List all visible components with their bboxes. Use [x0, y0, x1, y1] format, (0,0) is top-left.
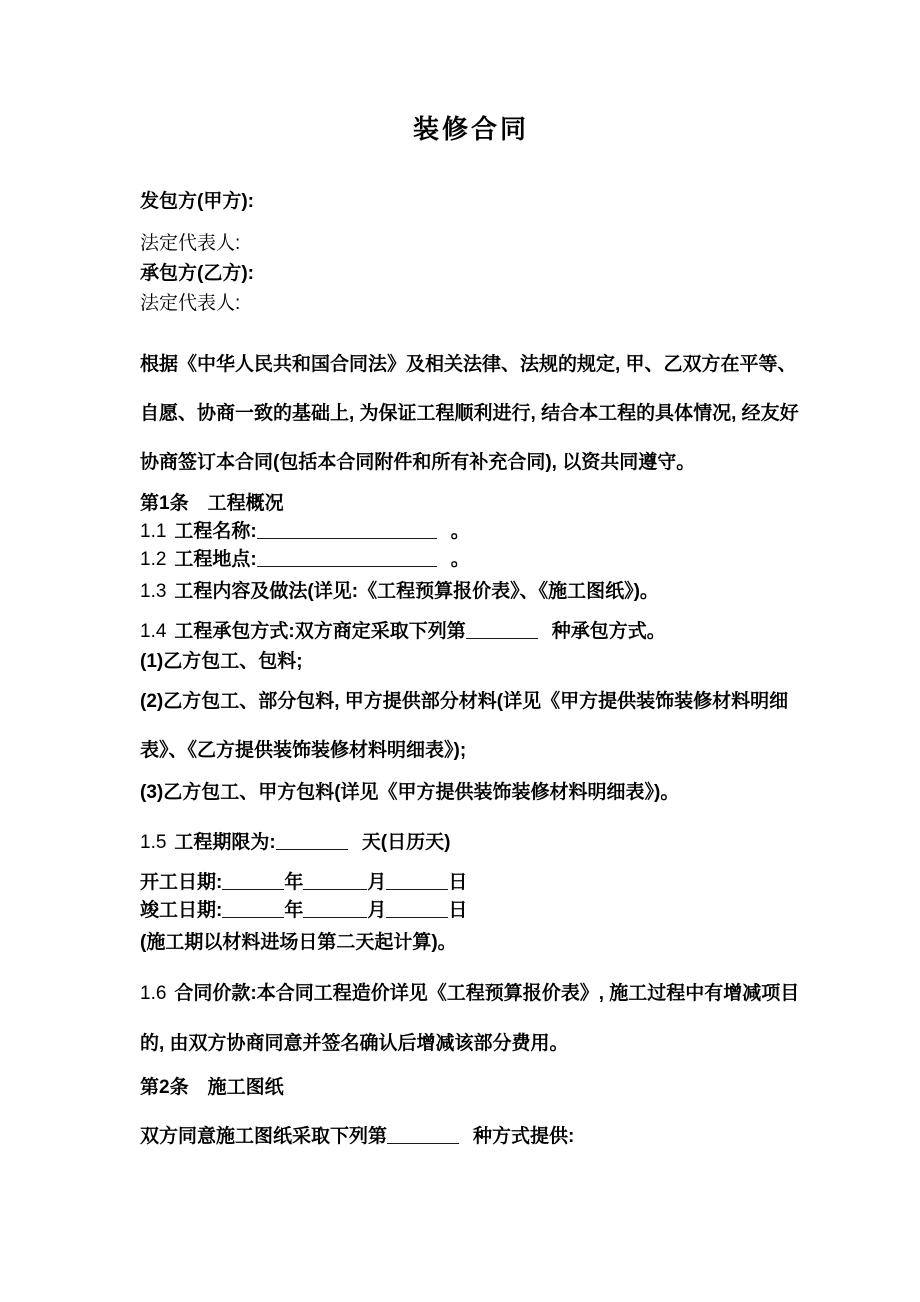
clause-1-2-number: 1.2 — [140, 549, 167, 570]
start-year-unit: 年 — [284, 872, 304, 893]
contract-mode-option-1: (1)乙方包工、包料; — [140, 651, 303, 672]
clause-1-6 — [140, 969, 802, 1069]
article2-intro-prefix: 双方同意施工图纸采取下列第 — [140, 1126, 388, 1147]
clause-1-1 — [140, 518, 802, 546]
start-day-blank — [386, 873, 448, 890]
end-month-unit: 月 — [367, 900, 387, 921]
end-year-blank — [222, 901, 284, 918]
clause-1-1-label: 工程名称: — [174, 521, 257, 542]
article2-intro-line — [140, 1123, 802, 1151]
end-day-unit: 日 — [448, 900, 468, 921]
party-b-legal-rep-label: 法定代表人: — [140, 293, 241, 314]
clause-1-1-suffix: 。 — [450, 521, 470, 542]
clause-1-3-text: 工程内容及做法(详见:《工程预算报价表》、《施工图纸》)。 — [174, 581, 659, 602]
start-date-label: 开工日期: — [140, 872, 223, 893]
clause-1-6-text: 合同价款:本合同工程造价详见《工程预算报价表》, 施工过程中有增减项目的, 由双方协商同意并签名确认后增减该部分费用。 — [140, 983, 800, 1054]
end-year-unit: 年 — [284, 900, 304, 921]
clause-1-4-suffix: 种承包方式。 — [551, 621, 666, 642]
preamble-paragraph: 根据《中华人民共和国合同法》及相关法律、法规的规定, 甲、乙双方在平等、自愿、协商一致的基础上, 为保证工程顺利进行, 结合本工程的具体情况, 经友好协商签订本合同(包括本合同附件和所有补充合同), 以资共同遵守。 — [140, 354, 799, 473]
clause-1-4 — [140, 618, 802, 646]
construction-period-note: (施工期以材料进场日第二天起计算)。 — [140, 932, 457, 953]
article2-intro-suffix: 种方式提供: — [473, 1126, 575, 1147]
clause-1-3 — [140, 578, 802, 606]
project-name-blank — [257, 522, 437, 539]
end-date-line — [140, 897, 802, 925]
clause-1-3-number: 1.3 — [140, 581, 167, 602]
clause-1-2-label: 工程地点: — [174, 549, 257, 570]
clause-1-6-number: 1.6 — [140, 983, 167, 1004]
clause-1-4-label: 工程承包方式:双方商定采取下列第 — [174, 621, 466, 642]
end-month-blank — [303, 901, 367, 918]
project-address-blank — [257, 550, 437, 567]
end-date-label: 竣工日期: — [140, 900, 223, 921]
clause-1-5-suffix: 天(日历天) — [361, 832, 451, 853]
start-date-line — [140, 869, 802, 897]
clause-1-2 — [140, 546, 802, 574]
start-month-unit: 月 — [367, 872, 387, 893]
clause-1-5-label: 工程期限为: — [174, 832, 276, 853]
duration-days-blank — [276, 833, 348, 850]
party-a-legal-rep-label: 法定代表人: — [140, 233, 241, 254]
article1-heading: 第1条 工程概况 — [140, 493, 284, 514]
end-day-blank — [386, 901, 448, 918]
drawing-mode-blank — [387, 1127, 459, 1144]
clause-1-5-number: 1.5 — [140, 832, 167, 853]
clause-1-2-suffix: 。 — [450, 549, 470, 570]
contract-mode-option-2: (2)乙方包工、部分包料, 甲方提供部分材料(详见《甲方提供装饰装修材料明细表》、《乙方提供装饰装修材料明细表》); — [140, 691, 789, 761]
doc-title: 装修合同 — [412, 114, 529, 144]
clause-1-4-number: 1.4 — [140, 621, 167, 642]
contract-mode-blank — [466, 622, 538, 639]
party-b-label: 承包方(乙方): — [140, 263, 254, 284]
article2-heading: 第2条 施工图纸 — [140, 1077, 284, 1098]
start-year-blank — [222, 873, 284, 890]
start-day-unit: 日 — [448, 872, 468, 893]
contract-mode-option-3: (3)乙方包工、甲方包料(详见《甲方提供装饰装修材料明细表》)。 — [140, 782, 680, 803]
clause-1-1-number: 1.1 — [140, 521, 167, 542]
clause-1-5 — [140, 829, 802, 857]
start-month-blank — [303, 873, 367, 890]
party-a-label: 发包方(甲方): — [140, 191, 254, 212]
